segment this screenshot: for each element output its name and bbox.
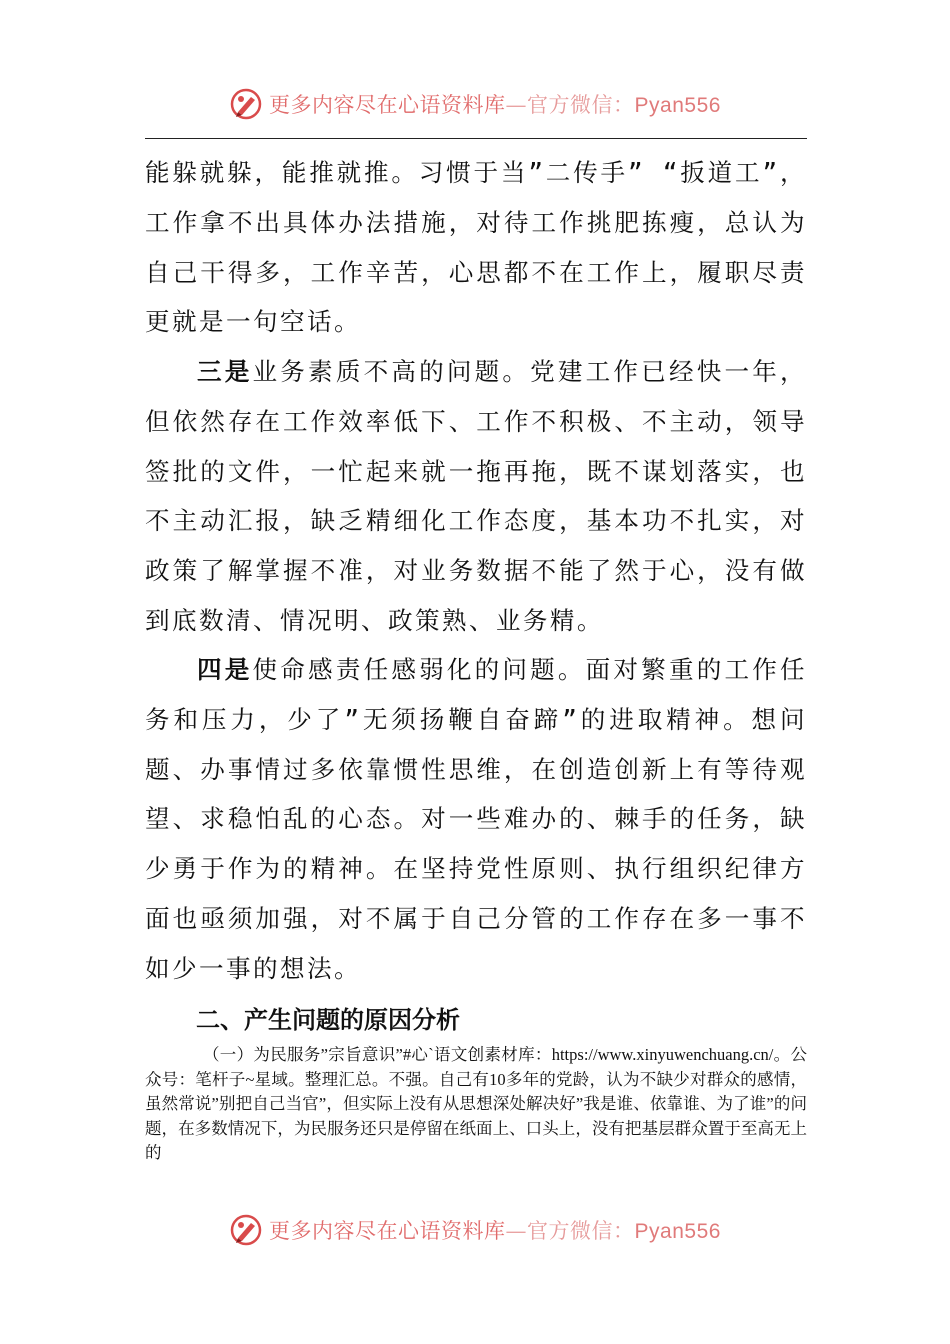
header-wechat-label: 官方微信： bbox=[527, 93, 635, 117]
paragraph-1 bbox=[145, 148, 807, 347]
footer-banner bbox=[0, 1208, 950, 1252]
footer-text bbox=[269, 1215, 721, 1245]
footer-wechat-id: Pyan556 bbox=[634, 1220, 721, 1243]
paragraph-1-text: 能躲就躲，能推就推。习惯于当”二传手” “扳道工”，工作拿不出具体办法措施，对待工作挑肥拣瘦，总认为自己干得多，工作辛苦，心思都不在工作上，履职尽责更就是一句空话。 bbox=[145, 158, 807, 337]
footer-site-text: 更多内容尽在心语资料库 bbox=[269, 1219, 506, 1243]
header-divider bbox=[145, 138, 807, 139]
footer-wechat-label: 官方微信： bbox=[527, 1219, 635, 1243]
section-heading: 二、产生问题的原因分析 bbox=[196, 1006, 460, 1034]
header-banner bbox=[0, 82, 950, 126]
paragraph-3-lead: 四是 bbox=[197, 655, 253, 684]
paragraph-3-text: 使命感责任感弱化的问题。面对繁重的工作任务和压力，少了”无须扬鞭自奋蹄”的进取精神。想问题、办事情过多依靠惯性思维，在创造创新上有等待观望、求稳怕乱的心态。对一些难办的、棘手的任务，缺少勇于作为的精神。在坚持党性原则、执行组织纪律方面也亟须加强，对不属于自己分管的工作存在多一事不如少一事的想法。 bbox=[145, 655, 807, 983]
paragraph-3 bbox=[145, 645, 807, 994]
paragraph-2-lead: 三是 bbox=[197, 357, 253, 386]
paragraph-2-text: 业务素质不高的问题。党建工作已经快一年，但依然存在工作效率低下、工作不积极、不主动，领导签批的文件，一忙起来就一拖再拖，既不谋划落实，也不主动汇报，缺乏精细化工作态度，基本功不扎实，对政策了解掌握不准，对业务数据不能了然于心，没有做到底数清、情况明、政策熟、业务精。 bbox=[145, 357, 807, 635]
pen-logo-icon bbox=[229, 1213, 263, 1247]
header-dash: — bbox=[505, 93, 528, 117]
pen-logo-icon bbox=[229, 87, 263, 121]
header-wechat-id: Pyan556 bbox=[634, 94, 721, 117]
footer-dash: — bbox=[505, 1219, 528, 1243]
header-site-text: 更多内容尽在心语资料库 bbox=[269, 93, 506, 117]
header-text bbox=[269, 89, 721, 119]
paragraph-2 bbox=[145, 347, 807, 646]
small-paragraph: （一）为民服务”宗旨意识”#心`语文创素材库：https://www.xinyuwenchuang.cn/。公众号：笔杆子~星域。整理汇总。不强。自己有10多年的党龄，认为不缺少对群众的感情，虽然常说”别把自己当官”，但实际上没有从思想深处解决好”我是谁、依靠谁、为了谁”的问题，在多数情况下，为民服务还只是停留在纸面上、口头上，没有把基层群众置于至高无上的 bbox=[145, 1045, 807, 1163]
